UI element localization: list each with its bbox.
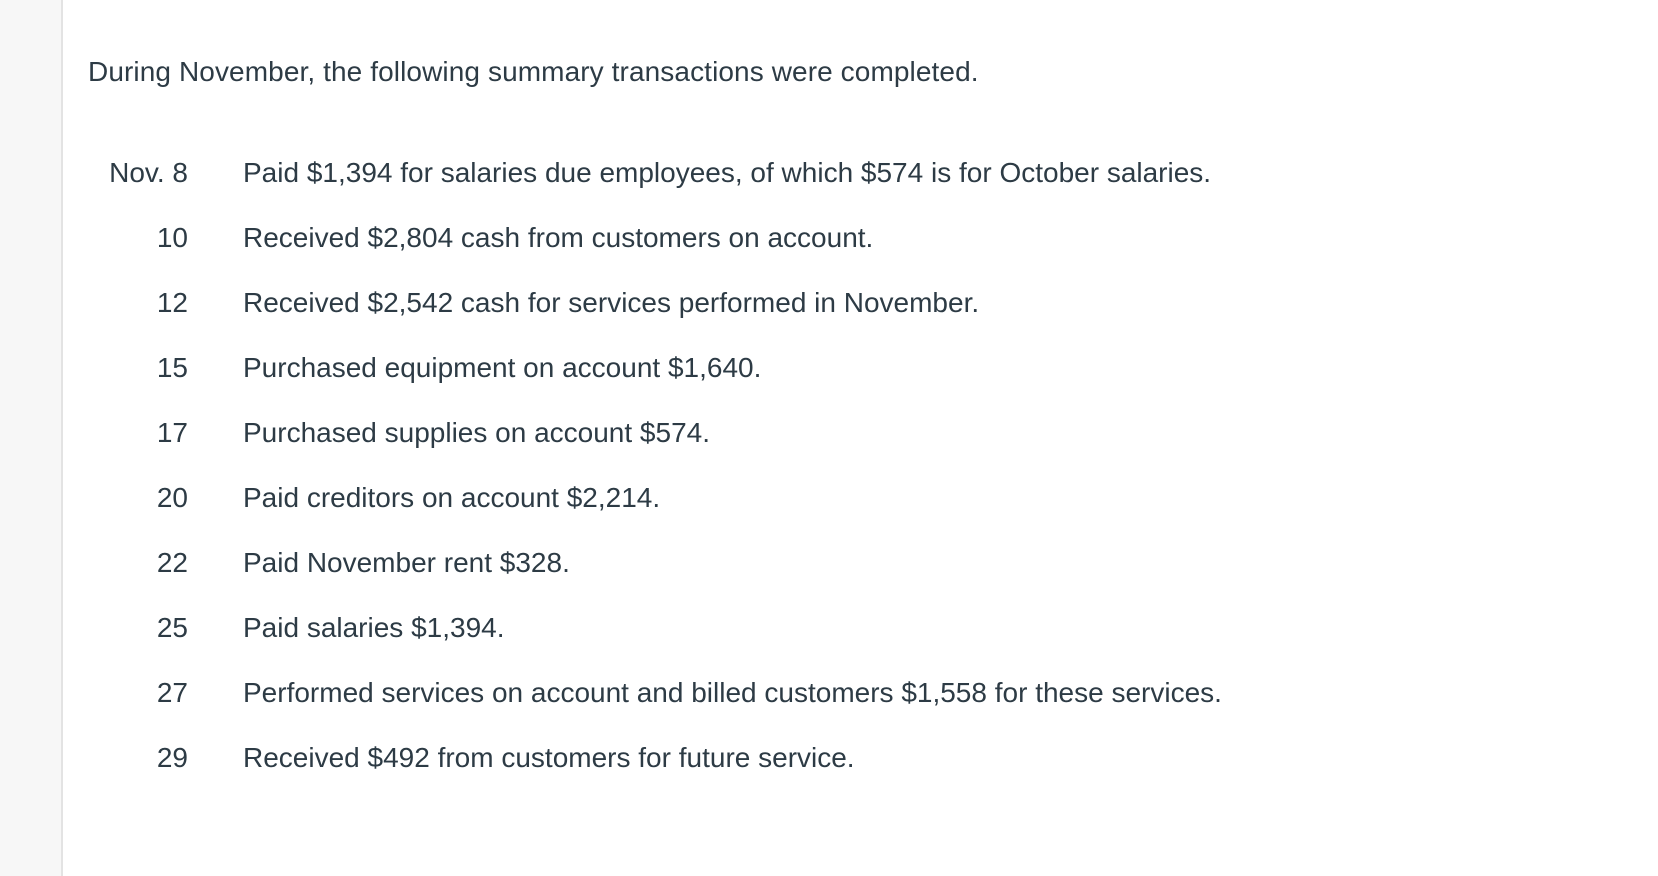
transaction-date: 25: [156, 611, 188, 643]
transaction-description: Received $2,804 cash from customers on account.: [243, 221, 874, 253]
transaction-description: Purchased equipment on account $1,640.: [243, 351, 762, 383]
table-row: [88, 725, 1222, 790]
transaction-description: Purchased supplies on account $574.: [243, 416, 710, 448]
transaction-date: 20: [156, 481, 188, 513]
transactions-table: [88, 140, 1222, 790]
transaction-date: 29: [156, 741, 188, 773]
table-row: [88, 595, 1222, 660]
transaction-date: 15: [156, 351, 188, 383]
table-row: [88, 140, 1222, 205]
transaction-description: Paid $1,394 for salaries due employees, of which $574 is for October salaries.: [243, 156, 1212, 188]
table-row: [88, 465, 1222, 530]
transaction-date: 22: [156, 546, 188, 578]
transaction-date: 27: [156, 676, 188, 708]
transaction-description: Paid November rent $328.: [243, 546, 570, 578]
table-row: [88, 530, 1222, 595]
transaction-description: Received $2,542 cash for services performed in November.: [243, 286, 980, 318]
transaction-date: 17: [156, 416, 188, 448]
transaction-description: Paid creditors on account $2,214.: [243, 481, 661, 513]
transaction-date: Nov. 8: [109, 156, 188, 188]
transaction-date: 10: [156, 221, 188, 253]
left-gutter: [0, 0, 63, 876]
transaction-date: 12: [156, 286, 188, 318]
transaction-description: Performed services on account and billed customers $1,558 for these services.: [243, 676, 1222, 708]
table-row: [88, 335, 1222, 400]
table-row: [88, 660, 1222, 725]
table-row: [88, 205, 1222, 270]
table-row: [88, 270, 1222, 335]
transaction-description: Received $492 from customers for future service.: [243, 741, 855, 773]
transaction-description: Paid salaries $1,394.: [243, 611, 505, 643]
table-row: [88, 400, 1222, 465]
intro-text: During November, the following summary transactions were completed.: [88, 56, 979, 87]
